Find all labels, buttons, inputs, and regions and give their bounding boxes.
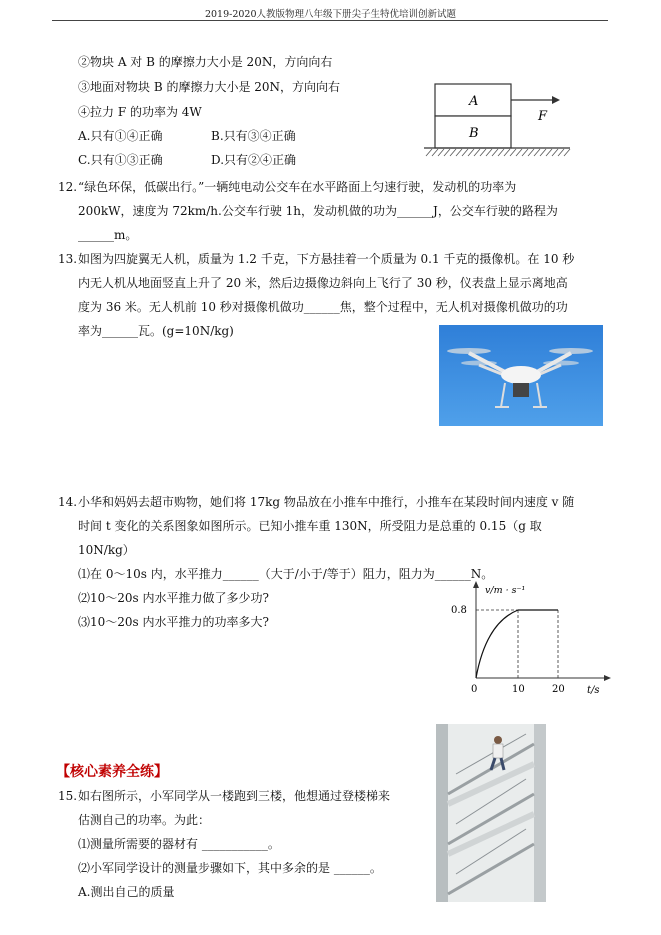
q14-line-3: 10N/kg） <box>78 543 135 557</box>
x-tick-label-10: 10 <box>512 684 525 695</box>
q15-number: 15. <box>58 789 78 803</box>
q11-option-2: ②物块 A 对 B 的摩擦力大小是 20N，方向向右 <box>78 55 333 69</box>
y-axis-label: v/m · s⁻¹ <box>485 585 526 596</box>
q13-line-4: 率为______瓦。(g=10N/kg) <box>78 324 234 338</box>
q11-option-4: ④拉力 F 的功率为 4W <box>78 105 202 119</box>
section-heading: 【核心素养全练】 <box>56 764 168 780</box>
origin-label: 0 <box>471 684 478 695</box>
block-a-label: A <box>469 94 479 109</box>
q15-sub-2: ⑵小军同学设计的测量步骤如下，其中多余的是 ______。 <box>78 861 382 875</box>
q14-number: 14. <box>58 495 78 509</box>
q14-sub-1: ⑴在 0～10s 内，水平推力______（大于/小于/等于）阻力，阻力为______N。 <box>78 567 494 581</box>
force-label: F <box>538 109 548 124</box>
x-axis-arrow <box>604 675 611 681</box>
q13-number: 13. <box>58 252 78 266</box>
q12-number: 12. <box>58 180 78 194</box>
q11-choice-d: D.只有②④正确 <box>211 153 297 167</box>
q13-line-2: 内无人机从地面竖直上升了 20 米，然后边摄像边斜向上飞行了 30 秒，仪表盘上显示离地高 <box>78 276 568 290</box>
acceleration-curve <box>476 610 518 678</box>
q14-sub-2: ⑵10～20s 内水平推力做了多少功? <box>78 591 269 605</box>
y-axis-arrow <box>473 581 479 588</box>
q11-choice-a: A.只有①④正确 <box>78 129 163 143</box>
y-tick-label: 0.8 <box>451 605 467 616</box>
q15-choice-a: A.测出自己的质量 <box>78 885 175 899</box>
q15-line-2: 估测自己的功率。为此： <box>78 813 211 827</box>
q11-option-3: ③地面对物块 B 的摩擦力大小是 20N，方向向右 <box>78 80 341 94</box>
drone-photo <box>439 325 603 426</box>
q15-line-1: 如右图所示，小军同学从一楼跑到三楼，他想通过登楼梯来 <box>78 789 391 803</box>
q13-line-3: 度为 36 米。无人机前 10 秒对摄像机做功______焦，整个过程中，无人机对摄像机做功的功 <box>78 300 568 314</box>
q11-choice-c: C.只有①③正确 <box>78 153 163 167</box>
block-b-label: B <box>469 126 479 141</box>
q12-line-2: 200kW，速度为 72km/h.公交车行驶 1h，发动机做的功为______J，公交车行驶的路程为 <box>78 204 558 218</box>
q12-line-1: “绿色环保，低碳出行。”一辆纯电动公交车在水平路面上匀速行驶，发动机的功率为 <box>78 180 517 194</box>
ground-hatching <box>426 149 570 156</box>
q11-choice-b: B.只有③④正确 <box>211 129 296 143</box>
x-tick-label-20: 20 <box>552 684 565 695</box>
q13-line-1: 如图为四旋翼无人机，质量为 1.2 千克，下方悬挂着一个质量为 0.1 千克的摄像机。在 10 秒 <box>78 252 575 266</box>
q12-line-3: ______m。 <box>78 228 138 242</box>
q14-sub-3: ⑶10～20s 内水平推力的功率多大? <box>78 615 269 629</box>
blocks-figure <box>420 78 580 168</box>
q14-line-2: 时间 t 变化的关系图象如图所示。已知小推车重 130N，所受阻力是总重的 0.15（g 取 <box>78 519 542 533</box>
q15-sub-1: ⑴测量所需要的器材有 ___________。 <box>78 837 280 851</box>
force-arrow-head <box>552 96 560 104</box>
x-axis-label: t/s <box>587 685 600 696</box>
header-rule <box>52 20 608 21</box>
q14-line-1: 小华和妈妈去超市购物，她们将 17kg 物品放在小推车中推行，小推车在某段时间内速度 v 随 <box>78 495 575 509</box>
page-header: 2019-2020人教版物理八年级下册尖子生特优培训创新试题 <box>204 9 457 20</box>
velocity-time-graph <box>436 578 626 698</box>
stairs-photo <box>436 724 546 902</box>
